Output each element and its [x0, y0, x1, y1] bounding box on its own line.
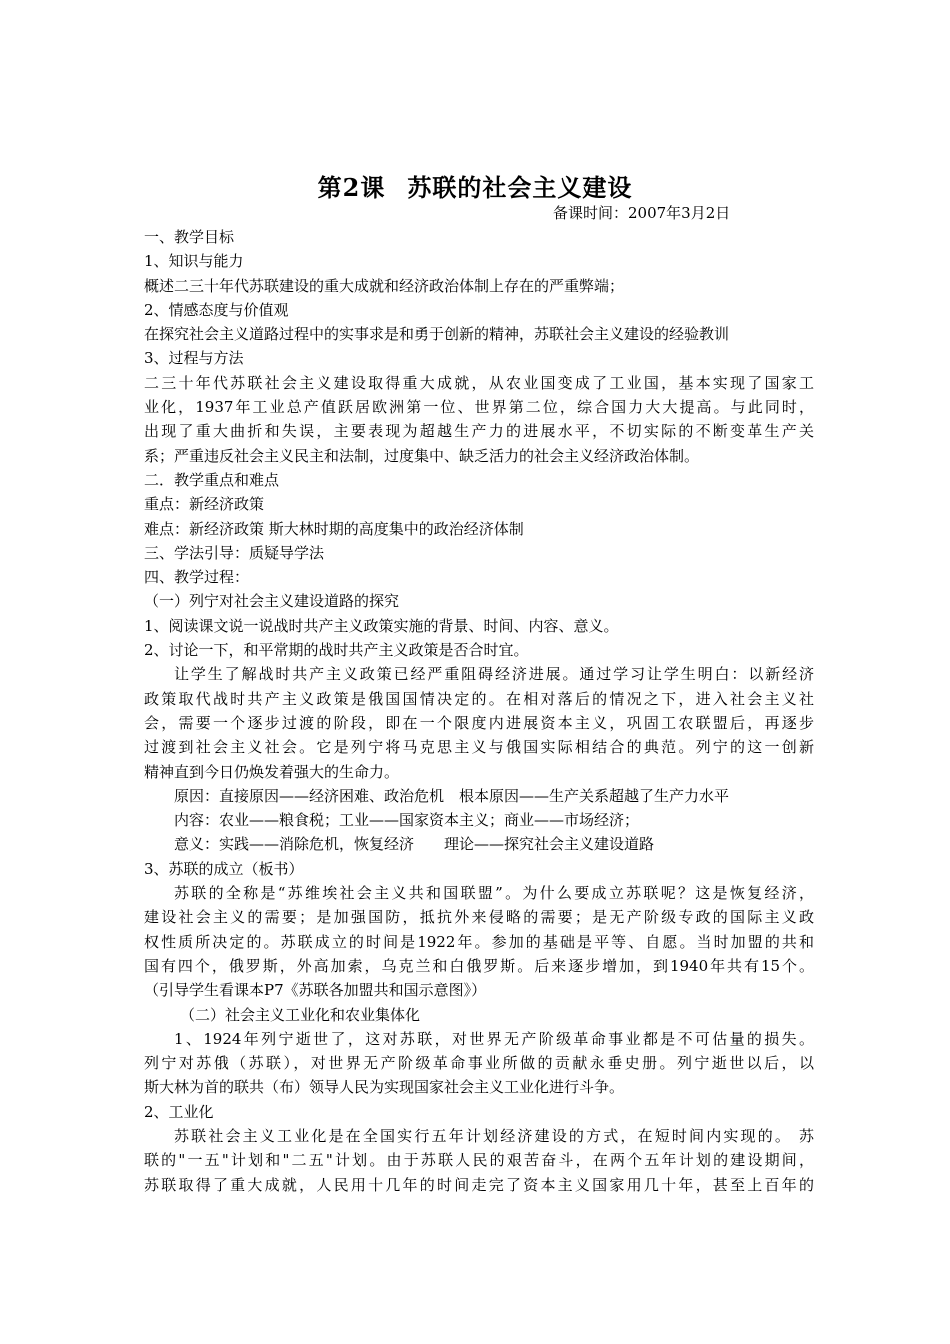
heading-teaching-goals: 一、教学目标: [144, 228, 235, 246]
subheading-knowledge: 1、知识与能力: [144, 252, 244, 271]
paragraph-line: 意义：实践——消除危机，恢复经济 理论——探究社会主义建设道路: [174, 835, 655, 854]
section-heading: 3、苏联的成立（板书）: [144, 859, 304, 878]
subheading-process: 3、过程与方法: [144, 349, 244, 368]
paragraph-line: 2、讨论一下，和平常期的战时共产主义政策是否合时宜。: [144, 641, 529, 660]
paragraph-line: 过渡到社会主义社会。它是列宁将马克思主义与俄国实际相结合的典范。列宁的这一创新: [144, 738, 814, 757]
section-heading: （一）列宁对社会主义建设道路的探究: [144, 592, 400, 611]
section-heading: （二）社会主义工业化和农业集体化: [180, 1005, 421, 1024]
lesson-number: 第2课: [317, 173, 386, 202]
heading-key-points: 二．教学重点和难点: [144, 470, 280, 489]
paragraph-line: 建设社会主义的需要；是加强国防，抵抗外来侵略的需要；是无产阶级专政的国际主义政: [144, 908, 814, 927]
paragraph-line: 重点：新经济政策: [144, 495, 265, 514]
lesson-title: [0, 172, 950, 204]
paragraph-line: 内容：农业——粮食税；工业——国家资本主义；商业——市场经济；: [174, 811, 640, 830]
paragraph-line: 出现了重大曲折和失误，主要表现为超越生产力的进展水平，不切实际的不断变革生产关: [144, 422, 814, 441]
paragraph-line: 列宁对苏俄（苏联），对世界无产阶级革命事业所做的贡献永垂史册。列宁逝世以后，以: [144, 1054, 814, 1073]
document-body: [144, 225, 814, 1197]
heading-process: 四、教学过程：: [144, 568, 250, 587]
paragraph-line: 政策取代战时共产主义政策是俄国国情决定的。在相对落后的情况之下，进入社会主义社: [144, 689, 814, 708]
paragraph-line: 业化，1937年工业总产值跃居欧洲第一位、世界第二位，综合国力大大提高。与此同时，: [144, 398, 814, 417]
paragraph-line: 精神直到今日仍焕发着强大的生命力。: [144, 762, 400, 781]
paragraph-line: 在探究社会主义道路过程中的实事求是和勇于创新的精神，苏联社会主义建设的经验教训: [144, 325, 730, 344]
paragraph-line: 斯大林为首的联共（布）领导人民为实现国家社会主义工业化进行斗争。: [144, 1078, 625, 1097]
subheading-attitude: 2、情感态度与价值观: [144, 300, 289, 319]
paragraph-line: （引导学生看课本P7《苏联各加盟共和国示意图》）: [144, 981, 487, 1000]
section-heading: 2、工业化: [144, 1102, 214, 1121]
prep-date: 备课时间：2007年3月2日: [553, 204, 731, 222]
lesson-name: 苏联的社会主义建设: [407, 173, 633, 202]
paragraph-line: 让学生了解战时共产主义政策已经严重阻碍经济进展。通过学习让学生明白：以新经济: [174, 665, 814, 684]
paragraph-line: 权性质所决定的。苏联成立的时间是1922年。参加的基础是平等、自愿。当时加盟的共和: [144, 932, 814, 951]
paragraph-line: 苏联的全称是“苏维埃社会主义共和国联盟”。为什么要成立苏联呢？这是恢复经济，: [174, 884, 814, 903]
paragraph-line: 二三十年代苏联社会主义建设取得重大成就，从农业国变成了工业国，基本实现了国家工: [144, 373, 814, 392]
paragraph-line: 国有四个，俄罗斯，外高加索，乌克兰和白俄罗斯。后来逐步增加，到1940年共有15个。: [144, 956, 814, 975]
paragraph-line: 系；严重违反社会主义民主和法制，过度集中、缺乏活力的社会主义经济政治体制。: [144, 446, 700, 465]
paragraph-line: 苏联取得了重大成就，人民用十几年的时间走完了资本主义国家用几十年，甚至上百年的: [144, 1175, 814, 1194]
heading-method: 三、学法引导：质疑导学法: [144, 543, 325, 562]
paragraph-line: 原因：直接原因——经济困难、政治危机 根本原因——生产关系超越了生产力水平: [174, 786, 730, 805]
paragraph-line: 会，需要一个逐步过渡的阶段，即在一个限度内进展资本主义，巩固工农联盟后，再逐步: [144, 713, 814, 732]
paragraph-line: 概述二三十年代苏联建设的重大成就和经济政治体制上存在的严重弊端；: [144, 276, 625, 295]
paragraph-line: 联的"一五"计划和"二五"计划。由于苏联人民的艰苦奋斗，在两个五年计划的建设期间，: [144, 1151, 814, 1170]
paragraph-line: 1、阅读课文说一说战时共产主义政策实施的背景、时间、内容、意义。: [144, 616, 619, 635]
paragraph-line: 1、1924年列宁逝世了，这对苏联，对世界无产阶级革命事业都是不可估量的损失。: [174, 1029, 814, 1048]
paragraph-line: 苏联社会主义工业化是在全国实行五年计划经济建设的方式，在短时间内实现的。 苏: [174, 1126, 814, 1145]
paragraph-line: 难点：新经济政策 斯大林时期的高度集中的政治经济体制: [144, 519, 524, 538]
